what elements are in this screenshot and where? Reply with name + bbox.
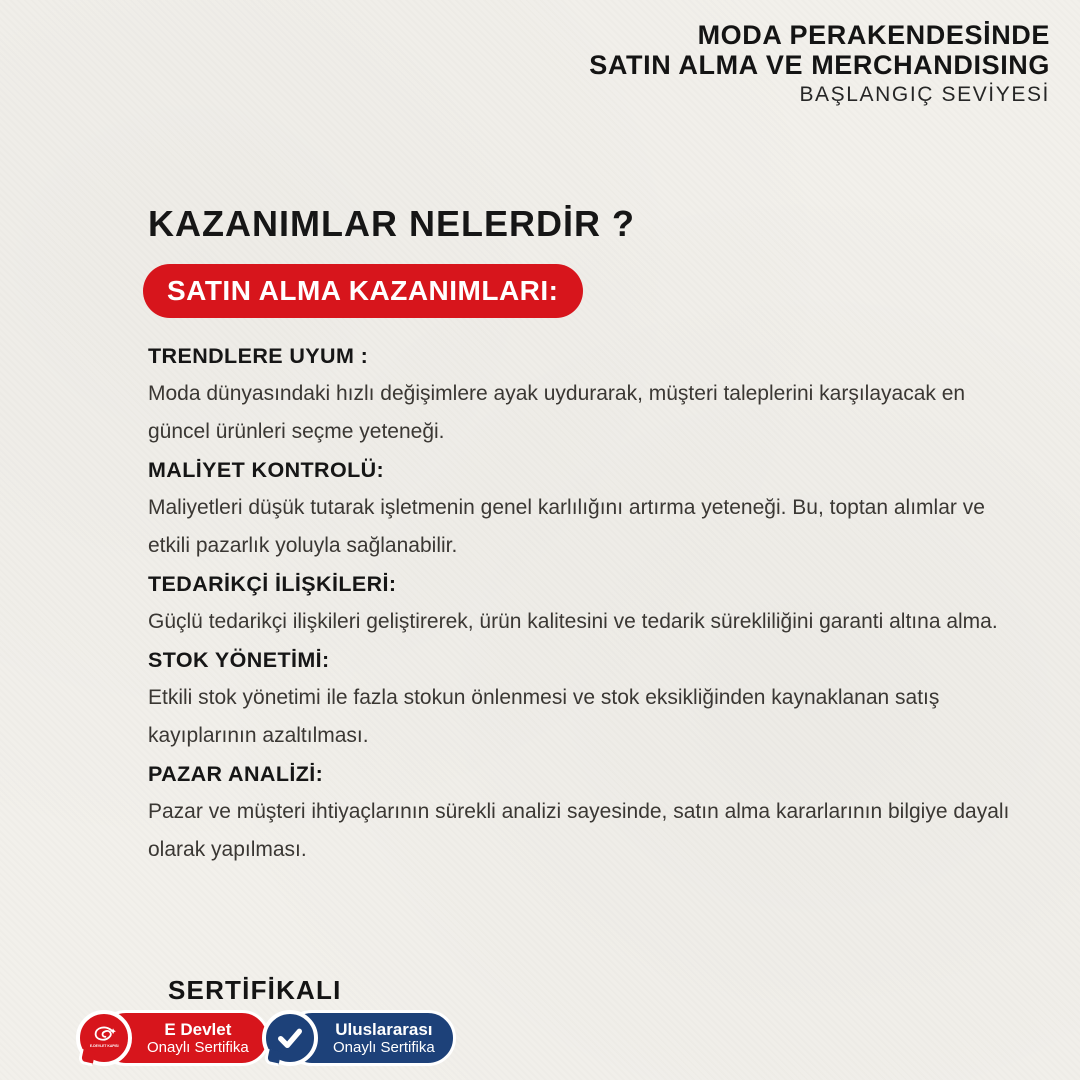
benefit-section-market — [148, 755, 1010, 869]
benefit-body: Pazar ve müşteri ihtiyaçlarının sürekli analizi sayesinde, satın alma kararlarının bilgiye dayalı olarak yapılması. — [148, 800, 1010, 861]
badge-title: Uluslararası — [335, 1019, 433, 1039]
benefit-section-cost — [148, 451, 1010, 565]
benefits-list — [148, 337, 1010, 869]
benefit-section-suppliers — [148, 565, 1010, 641]
benefit-heading: MALİYET KONTROLÜ: — [148, 458, 385, 482]
badge-subtitle: Onaylı Sertifika — [147, 1038, 249, 1056]
benefit-heading: TEDARİKÇİ İLİŞKİLERİ: — [148, 572, 397, 596]
checkmark-icon — [274, 1022, 306, 1054]
benefit-heading: PAZAR ANALİZİ: — [148, 762, 324, 786]
benefit-body: Maliyetleri düşük tutarak işletmenin genel karlılığını artırma yeteneği. Bu, toptan alımlar ve etkili pazarlık yoluyla sağlanabilir. — [148, 496, 985, 557]
edevlet-logo-caption: E-DEVLET KAPISI — [89, 1044, 119, 1048]
benefit-section-trends — [148, 337, 1010, 451]
benefit-heading: STOK YÖNETİMİ: — [148, 648, 330, 672]
benefit-section-stock — [148, 641, 1010, 755]
certified-label: SERTİFİKALI — [168, 975, 342, 1005]
check-bubble — [262, 1010, 318, 1066]
edevlet-logo-bubble — [76, 1010, 132, 1066]
badge-edevlet — [76, 1010, 270, 1066]
course-header — [589, 20, 1050, 108]
section-pill-badge: SATIN ALMA KAZANIMLARI: — [143, 264, 583, 318]
benefit-heading: TRENDLERE UYUM : — [148, 344, 369, 368]
page-title: KAZANIMLAR NELERDİR ? — [148, 203, 635, 244]
badge-international — [262, 1010, 456, 1066]
bubble-tail — [78, 1049, 96, 1067]
course-title-line1: MODA PERAKENDESİNDE — [697, 20, 1050, 50]
benefit-body: Moda dünyasındaki hızlı değişimlere ayak uydurarak, müşteri taleplerini karşılayacak en güncel ürünleri seçme yeteneği. — [148, 382, 966, 443]
benefit-body: Güçlü tedarikçi ilişkileri geliştirerek, ürün kalitesini ve tedarik sürekliliğini garanti altına alma. — [148, 610, 998, 633]
badge-subtitle: Onaylı Sertifika — [333, 1038, 435, 1056]
benefit-body: Etkili stok yönetimi ile fazla stokun önlenmesi ve stok eksikliğinden kaynaklanan satış kayıplarının azaltılması. — [148, 686, 940, 747]
badge-title: E Devlet — [164, 1019, 232, 1039]
edevlet-logo-icon — [90, 1023, 118, 1045]
course-level-label: BAŞLANGIÇ SEVİYESİ — [799, 83, 1050, 106]
course-title-line2: SATIN ALMA VE MERCHANDISING — [589, 50, 1050, 80]
